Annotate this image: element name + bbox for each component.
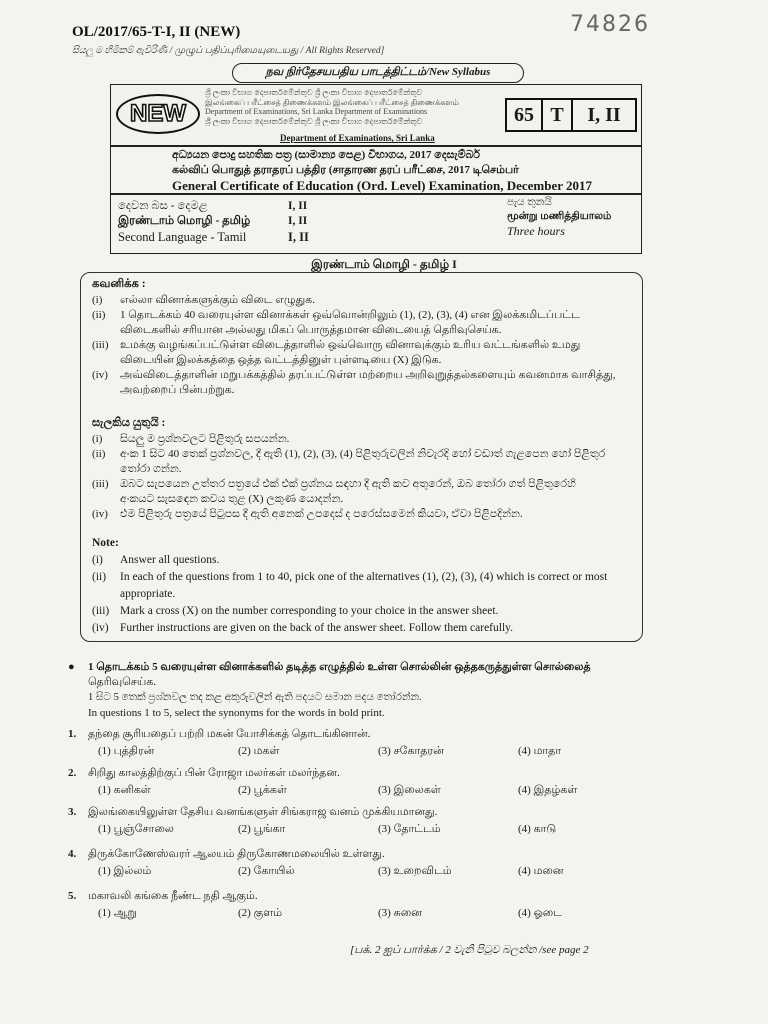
instruction-text: உமக்கு வழங்கப்பட்டுள்ள விடைத்தாளில் ஒவ்வொரு வினாவுக்கும் உரிய வட்டங்களில் உமது	[120, 339, 581, 351]
instruction-number: (i)	[92, 294, 103, 306]
subject-tamil: இரண்டாம் மொழி - தமிழ் I, II	[118, 215, 308, 227]
instruction-text: appropriate.	[120, 588, 176, 600]
instruction-text: සියලු ම ප්‍රශ්නවලට පිළිතුරු සපයන්න.	[120, 433, 290, 445]
question-text: சிறிது காலத்திற்குப் பின் ரோஜா மலர்கள் மலர்ந்தன.	[88, 767, 340, 779]
duration-sinhala: පැය තුනයි	[507, 197, 552, 208]
question-text: மகாவலி கங்கை நீண்ட நதி ஆகும்.	[88, 890, 258, 902]
section-bullet: ●	[68, 661, 75, 673]
answer-option: (1) கனிகள்	[98, 784, 151, 796]
instruction-number: (i)	[92, 433, 103, 445]
instruction-text: තෝරා ගන්න.	[120, 463, 182, 475]
instruction-number: (iii)	[92, 605, 110, 617]
instruction-number: (iv)	[92, 369, 108, 381]
syllabus-label: நவ நிர்தேசயபதிய பாடத்திட்டம்/New Syllabus	[232, 63, 524, 83]
answer-option: (2) கோயில்	[238, 865, 295, 877]
handwritten-number: 74826	[570, 12, 650, 37]
section-english: In questions 1 to 5, select the synonyms for the words in bold print.	[88, 707, 385, 719]
section-tamil-cont: தெரிவுசெய்க.	[88, 676, 157, 688]
question-text: இலங்கையிலுள்ள தேசிய வனங்களுள் சிங்கராஜ வனம் முக்கியமானது.	[88, 806, 438, 818]
exam-title-tamil: கல்விப் பொதுத் தராதரப் பத்திர (சாதாரண தரப் பரீட்சை, 2017 டிசெம்பர்	[172, 164, 519, 176]
duration-box	[507, 196, 639, 252]
answer-option: (4) மாதா	[518, 745, 562, 757]
answer-option: (4) காடு	[518, 823, 557, 835]
paper-code-box	[505, 98, 637, 132]
instruction-number: (iv)	[92, 622, 109, 634]
answer-option: (1) பூஞ்சோலை	[98, 823, 174, 835]
answer-option: (3) சுனை	[378, 907, 422, 919]
instruction-number: (ii)	[92, 309, 106, 321]
answer-option: (1) இல்லம்	[98, 865, 152, 877]
part-code: I, II	[587, 104, 621, 126]
answer-option: (2) குளம்	[238, 907, 283, 919]
instruction-text: අංකයට සැසඳෙන කවය තුළ (X) ලකුණ යොදන්න.	[120, 493, 344, 505]
instruction-text: In each of the questions from 1 to 40, pick one of the alternatives (1), (2), (3), (4) which is correct or most	[120, 571, 608, 583]
paper-code: OL/2017/65-T-I, II (NEW)	[72, 24, 241, 40]
instruction-number: (iii)	[92, 478, 109, 490]
new-badge: NEW	[116, 94, 200, 134]
instruction-text: එම පිළිතුරු පත්‍රයේ පිටුපස දී ඇති අනෙක් උපදෙස් ද පරෙස්සමෙන් කියවා, ඒවා පිළිපදින්න.	[120, 508, 523, 520]
tamil-instructions-heading: கவனிக்க :	[92, 278, 146, 290]
medium-code: T	[543, 100, 573, 130]
subject-english: Second Language - Tamil I, II	[118, 230, 309, 244]
answer-option: (2) பூக்கள்	[238, 784, 287, 796]
sinhala-instructions-heading: සැලකිය යුතුයි :	[92, 417, 166, 429]
exam-title-sinhala: අධ්‍යයන පොදු සහතික පත්‍ර (සාමාන්‍ය පෙළ) විභාගය, 2017 දෙසැම්බර්	[172, 149, 481, 161]
question-number: 2.	[68, 767, 77, 779]
instruction-text: எல்லா வினாக்களுக்கும் விடை எழுதுக.	[120, 294, 315, 306]
subject-sinhala: දෙවන බස - දෙමළ I, II	[118, 200, 308, 212]
question-number: 5.	[68, 890, 77, 902]
instruction-text: அவ்விடைத்தாளின் மறுபக்கத்தில் தரப்பட்டுள்ள மற்றைய அறிவுறுத்தல்களையும் கவனமாக வாசித்து,	[120, 369, 616, 381]
instruction-text: Answer all questions.	[120, 554, 220, 566]
instruction-text: அவற்றைப் பின்பற்றுக.	[120, 384, 235, 396]
answer-option: (4) மனை	[518, 865, 564, 877]
instruction-text: අංක 1 සිට 40 තෙක් ප්‍රශ්නවල, දී ඇති (1), (2), (3), (4) පිළිතුරුවලින් නිවැරදි හෝ වඩාත් ගැළපෙන හෝ පිළිතුර	[120, 448, 606, 460]
exam-title-english: General Certificate of Education (Ord. Level) Examination, December 2017	[172, 178, 593, 193]
page-footer: [பக். 2 ஐப் பார்க்க / 2 වැනි පිටුව බලන්න /see page 2	[350, 944, 589, 956]
answer-option: (2) மகள்	[238, 745, 280, 757]
answer-option: (3) சகோதரன்	[378, 745, 444, 757]
answer-option: (2) பூங்கா	[238, 823, 286, 835]
answer-option: (1) ஆறு	[98, 907, 137, 919]
question-number: 1.	[68, 728, 77, 740]
answer-option: (3) உறைவிடம்	[378, 865, 452, 877]
answer-option: (3) தோட்டம்	[378, 823, 441, 835]
subject-code: 65	[507, 100, 543, 130]
instruction-text: விடையின் இலக்கத்தை ஒத்த வட்டத்தினுள் புள்ளடியை (X) இடுக.	[120, 354, 442, 366]
watermark-text-block: ශ්‍රී ලංකා විභාග දෙපාර්තමේන්තුව ශ්‍රී ලංකා විභාග දෙපාර්තමේන්තුව இலங்கைப் பரீட்சைத் திணைக்களம் இலங்கைப் பரீட்சைத் திணைக்களம் Department of Examinations, Sri Lanka Department of Examinations ශ්‍රී ලංකා විභාග දෙපාර්තමේන්තුව ශ්‍රී ලංකා විභාග දෙපාර්තමේන්තුව	[205, 88, 459, 126]
answer-option: (3) இலைகள்	[378, 784, 441, 796]
instruction-text: Mark a cross (X) on the number corresponding to your choice in the answer sheet.	[120, 605, 499, 617]
instruction-number: (iii)	[92, 339, 109, 351]
duration-tamil: மூன்று மணித்தியாலம்	[507, 211, 612, 222]
english-instructions-heading: Note:	[92, 537, 119, 549]
instruction-number: (i)	[92, 554, 103, 566]
question-number: 3.	[68, 806, 77, 818]
answer-option: (1) புத்திரன்	[98, 745, 155, 757]
question-text: தந்தை சூரியதைப் பற்றி மகன் யோசிக்கத் தொடங்கினான்.	[88, 728, 371, 740]
instruction-text: ඔබට සැපයෙන උත්තර පත්‍රයේ එක් එක් ප්‍රශ්නය සඳහා දී ඇති කව අතුරෙන්, ඔබ තෝරා ගත් පිළිතුරෙහි	[120, 478, 576, 490]
instruction-number: (ii)	[92, 448, 106, 460]
instruction-number: (iv)	[92, 508, 108, 520]
answer-option: (4) இதழ்கள்	[518, 784, 578, 796]
instruction-text: Further instructions are given on the back of the answer sheet. Follow them carefully.	[120, 622, 514, 634]
question-number: 4.	[68, 848, 77, 860]
answer-option: (4) ஓடை	[518, 907, 562, 919]
instruction-text: விடைகளில் சரியான அல்லது மிகப் பொருத்தமான விடையைத் தெரிவுசெய்க.	[120, 324, 502, 336]
duration-english: Three hours	[507, 224, 565, 238]
instruction-number: (ii)	[92, 571, 107, 583]
section-tamil: 1 தொடக்கம் 5 வரையுள்ள வினாக்களில் தடித்த எழுத்தில் உள்ள சொல்லின் ஒத்தகருத்துள்ள சொல்லைத்	[88, 661, 591, 673]
rights-notice: සියලු ම හිමිකම් ඇවිරිණි / முழுப் பதிப்புரிமையுடையது / All Rights Reserved]	[72, 46, 385, 56]
instruction-text: 1 தொடக்கம் 40 வரையுள்ள வினாக்கள் ஒவ்வொன்றிலும் (1), (2), (3), (4) என இலக்கமிடப்பட்ட	[120, 309, 580, 321]
department-name: Department of Examinations, Sri Lanka	[280, 133, 435, 143]
paper-title: இரண்டாம் மொழி - தமிழ் I	[311, 257, 457, 271]
question-text: திருக்கோணேஸ்வரர் ஆலயம் திருகோணமலையில் உள்ளது.	[88, 848, 385, 860]
section-sinhala: 1 සිට 5 තෙක් ප්‍රශ්නවල තද කළ අකුරුවලින් ඇති පදයට සමාන පදය තෝරන්න.	[88, 692, 422, 703]
